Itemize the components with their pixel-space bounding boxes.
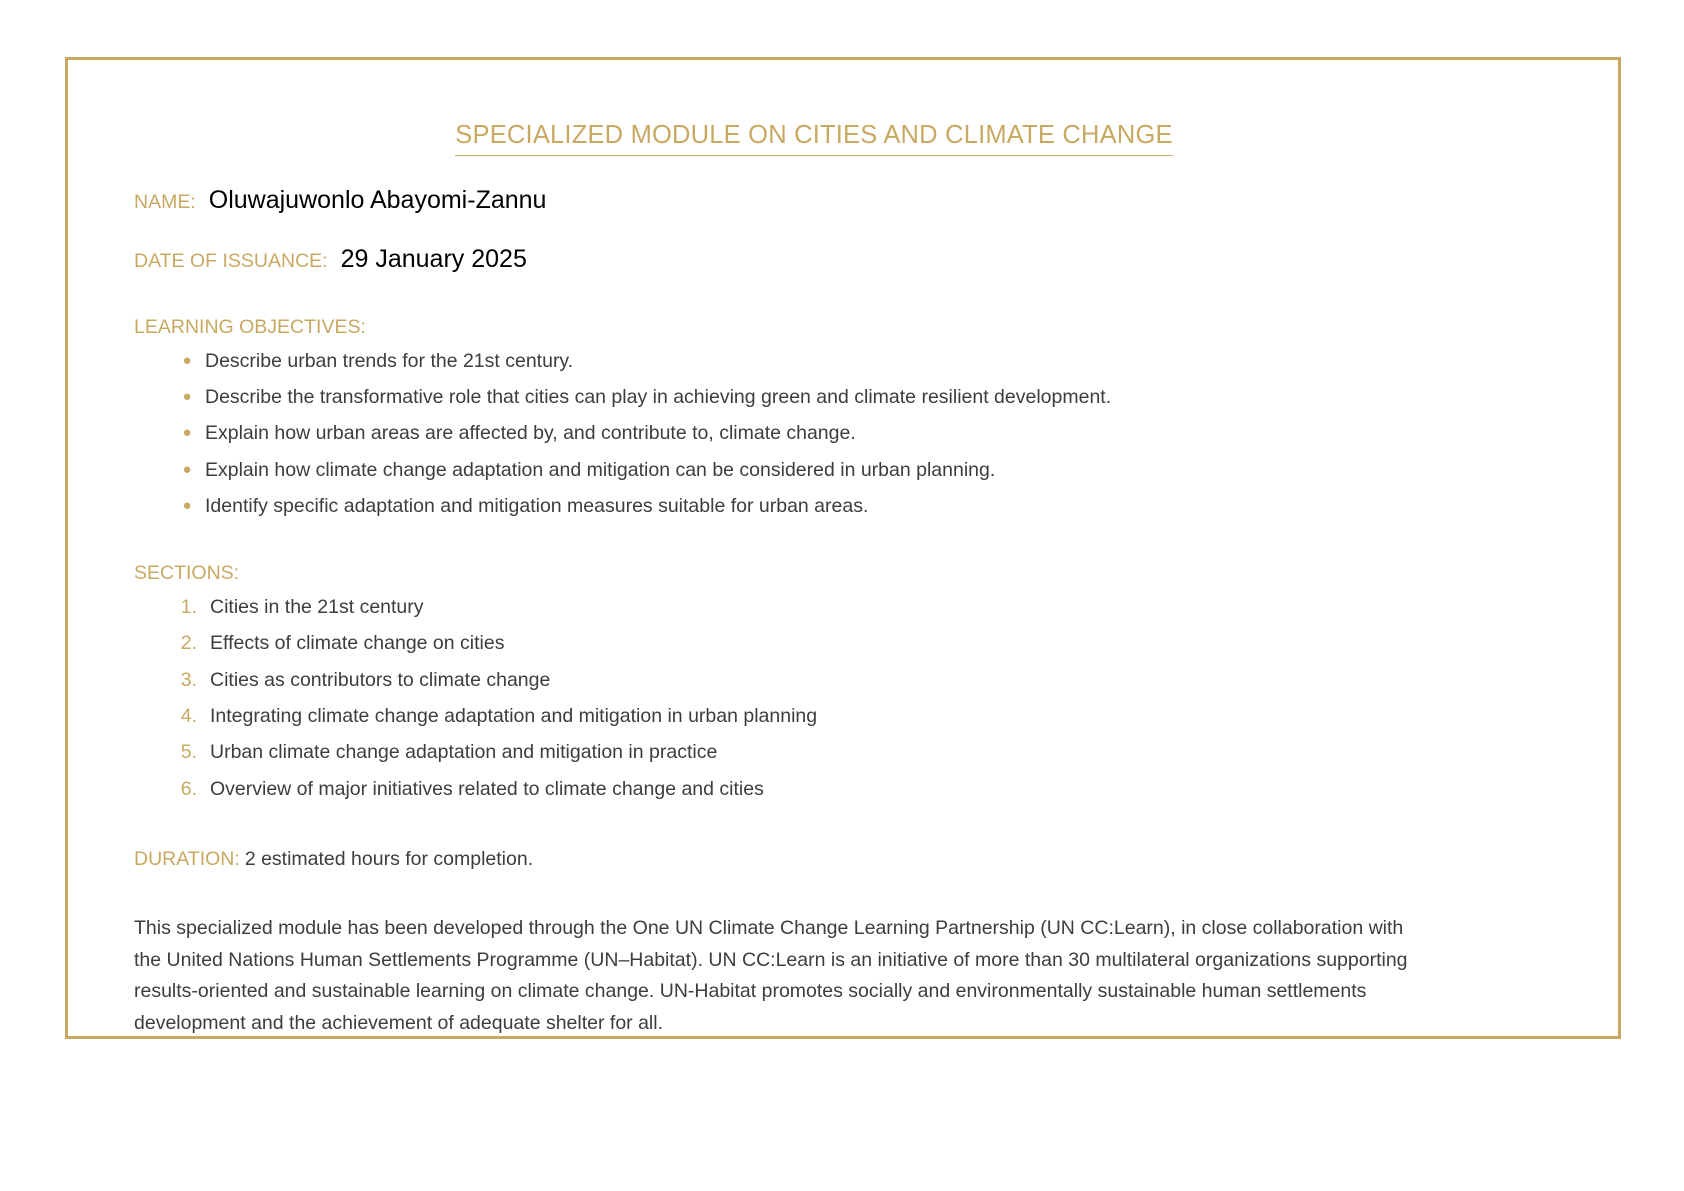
- list-item-number: 6.: [180, 777, 197, 800]
- list-item: [134, 702, 1494, 730]
- learning-objectives-heading: LEARNING OBJECTIVES:: [134, 315, 366, 338]
- name-value: Oluwajuwonlo Abayomi-Zannu: [208, 185, 547, 214]
- date-of-issuance-label: DATE OF ISSUANCE:: [134, 249, 328, 272]
- list-item-number: 2.: [180, 632, 197, 655]
- list-item-label: Explain how urban areas are affected by, and contribute to, climate change.: [205, 422, 856, 445]
- list-item-label: Urban climate change adaptation and mitigation in practice: [210, 741, 718, 764]
- list-item: [134, 738, 1494, 766]
- list-item: [134, 666, 1494, 694]
- list-item: [134, 492, 1494, 520]
- list-item: [134, 419, 1494, 447]
- duration-label: DURATION:: [134, 847, 240, 870]
- list-item: [134, 456, 1494, 484]
- sections-heading: SECTIONS:: [134, 562, 240, 585]
- title-container: [134, 120, 1494, 156]
- list-item: [134, 383, 1494, 411]
- list-item-label: Integrating climate change adaptation and mitigation in urban planning: [210, 705, 818, 727]
- list-item-label: Cities in the 21st century: [210, 596, 424, 619]
- date-field-row: [134, 245, 1494, 274]
- list-item: [134, 593, 1494, 621]
- list-item-number: 1.: [180, 596, 197, 619]
- list-item: [134, 347, 1494, 375]
- bullet-icon: ●: [182, 351, 192, 369]
- list-item-label: Overview of major initiatives related to climate change and cities: [210, 777, 764, 800]
- learning-objectives-list: [134, 347, 1494, 520]
- bullet-icon: ●: [182, 460, 192, 478]
- list-item: [134, 629, 1494, 657]
- sections-list: [134, 593, 1494, 803]
- list-item-label: Describe the transformative role that cities can play in achieving green and climate resilient development.: [205, 386, 1112, 409]
- list-item-label: Cities as contributors to climate change: [210, 668, 551, 691]
- date-of-issuance-value: 29 January 2025: [340, 244, 527, 273]
- list-item-number: 5.: [180, 741, 197, 764]
- list-item-number: 3.: [180, 668, 197, 691]
- list-item: [134, 775, 1494, 803]
- name-label: NAME:: [134, 190, 196, 213]
- closing-paragraph: This specialized module has been developed through the One UN Climate Change Learning Partnership (UN CC:Learn), in close collaboration with the United Nations Human Settlements Programme (UN–Habitat). UN CC:Learn is an initiative of more than 30 multilateral organizations supporting results-oriented and sustainable learning on climate change. UN-Habitat promotes socially and environmentally sustainable human settlements development and the achievement of adequate shelter for all.: [134, 917, 1408, 1034]
- bullet-icon: ●: [182, 388, 192, 406]
- page-title: SPECIALIZED MODULE ON CITIES AND CLIMATE CHANGE: [455, 120, 1172, 156]
- bullet-icon: ●: [182, 424, 192, 442]
- name-field-row: [134, 186, 1494, 215]
- bullet-icon: ●: [182, 496, 192, 514]
- list-item-label: Effects of climate change on cities: [210, 632, 505, 655]
- list-item-label: Describe urban trends for the 21st century.: [205, 349, 574, 372]
- list-item-label: Identify specific adaptation and mitigation measures suitable for urban areas.: [205, 494, 869, 517]
- duration-value: 2 estimated hours for completion.: [244, 847, 534, 870]
- list-item-label: Explain how climate change adaptation and mitigation can be considered in urban planning.: [205, 458, 996, 481]
- document-content: [134, 120, 1494, 1059]
- duration-row: [134, 845, 1494, 873]
- list-item-number: 4.: [180, 705, 197, 727]
